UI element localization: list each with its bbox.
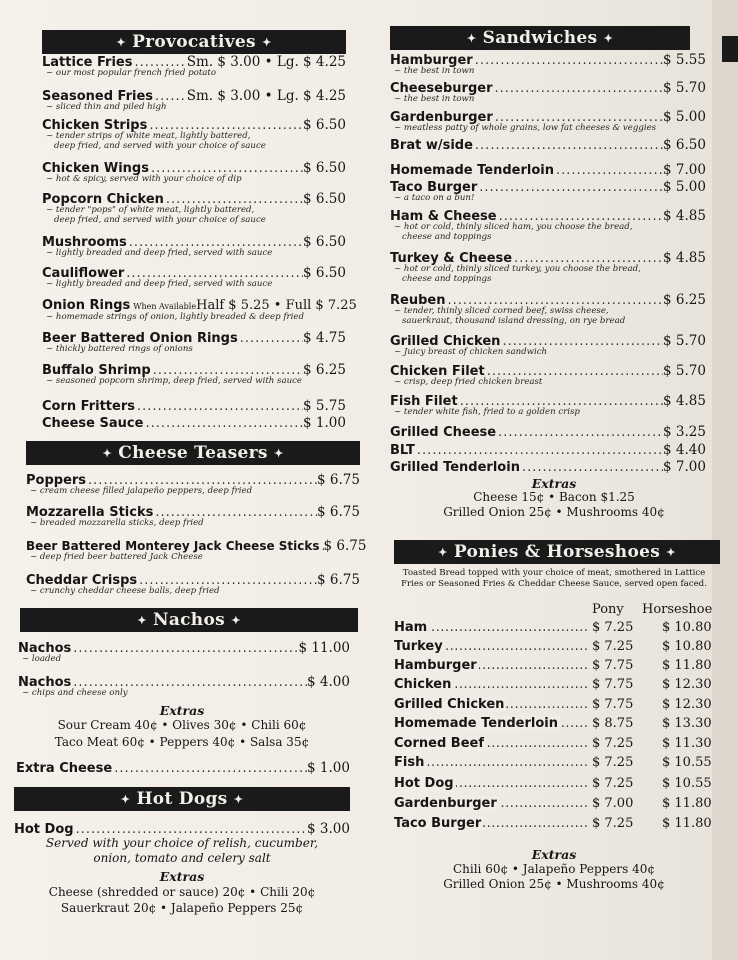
ponies-horseshoes-title: Ponies & Horseshoes <box>453 542 661 562</box>
cheese-teasers-title: Cheese Teasers <box>118 443 268 463</box>
horseshoe-price: $ 10.55 <box>662 776 712 791</box>
item-name: Fish Filet <box>390 394 458 409</box>
item-name: Turkey & Cheese <box>390 251 513 266</box>
item-name: Mushrooms <box>42 235 127 250</box>
item-description: ~ tender, thinly sliced corned beef, swiss cheese, <box>394 306 609 316</box>
sandwich-item <box>390 137 706 153</box>
item-description: ~ meatless patty of whole grains, low fat cheeses & veggies <box>394 123 657 133</box>
item-price: $ 7.00 <box>663 162 706 178</box>
item-price: $ 4.85 <box>663 208 706 224</box>
pony-table-row <box>394 677 720 695</box>
pony-table-row <box>394 658 720 676</box>
item-price: $ 3.00 <box>307 821 350 837</box>
sandwiches-title: Sandwiches <box>482 28 598 48</box>
item-name: Grilled Chicken <box>394 697 505 712</box>
item-name: Corn Fritters <box>42 399 135 414</box>
item-name: Beer Battered Onion Rings <box>42 331 238 346</box>
sandwich-item <box>390 162 706 178</box>
horseshoe-price: $ 13.30 <box>662 716 712 731</box>
item-name: Nachos <box>18 675 72 690</box>
nachos-extras-title: Extras <box>159 703 205 718</box>
hot-dog-description: onion, tomato and celery salt <box>93 851 271 865</box>
pony-price: $ 7.25 <box>592 776 634 791</box>
item-price: $ 5.70 <box>663 80 706 96</box>
item-name: Hot Dog <box>394 776 454 791</box>
item-price: $ 7.00 <box>663 459 706 475</box>
horseshoe-column-header: Horseshoe <box>642 602 713 617</box>
item-price: $ 5.00 <box>663 179 706 195</box>
item-price: $ 4.75 <box>303 330 346 346</box>
ponies-extras-title: Extras <box>531 847 577 862</box>
hot-dog-description: Served with your choice of relish, cucumber, <box>45 836 319 850</box>
item-name: Turkey <box>394 639 443 654</box>
item-price: $ 6.50 <box>303 160 346 176</box>
item-name: Poppers <box>26 473 87 488</box>
horseshoe-price: $ 12.30 <box>662 697 712 712</box>
pony-price: $ 7.25 <box>592 639 634 654</box>
leader-dots <box>496 425 663 440</box>
leader-dots <box>143 416 303 431</box>
pony-price: $ 7.75 <box>592 677 634 692</box>
horseshoe-price: $ 11.80 <box>662 658 712 673</box>
leader-dots <box>554 163 663 178</box>
pony-price: $ 7.25 <box>592 736 634 751</box>
item-description: ~ hot or cold, thinly sliced turkey, you choose the bread, <box>394 264 641 274</box>
item-description: ~ tender "pops" of white meat, lightly battered, <box>46 205 255 215</box>
item-description: ~ crisp, deep fried chicken breast <box>394 377 543 387</box>
item-description: ~ the best in town <box>394 94 475 104</box>
ponies-horseshoes-header: ✦ Ponies & Horseshoes ✦ <box>394 540 720 564</box>
sandwiches-extras-title: Extras <box>531 476 577 491</box>
item-description: ~ hot & spicy, served with your choice of dip <box>46 174 242 184</box>
item-description: ~ our most popular french fried potato <box>46 68 217 78</box>
sandwiches-header: ✦ Sandwiches ✦ <box>390 26 690 50</box>
leader-dots <box>477 180 663 195</box>
item-description: ~ loaded <box>22 654 62 664</box>
item-name: Taco Burger <box>390 180 478 195</box>
pony-price: $ 7.25 <box>592 620 634 635</box>
item-price: $ 6.25 <box>663 292 706 308</box>
item-name: Gardenburger <box>394 796 497 811</box>
item-name: Grilled Tenderloin <box>390 460 520 475</box>
provocatives-item <box>42 398 346 414</box>
nachos-item <box>18 640 350 656</box>
pony-table-row <box>394 697 720 715</box>
provocatives-header: ✦ Provocatives ✦ <box>42 30 346 54</box>
item-description: ~ tender strips of white meat, lightly battered, <box>46 131 251 141</box>
item-name: Cauliflower <box>42 266 125 281</box>
horseshoe-price: $ 11.80 <box>662 816 712 831</box>
item-price: $ 5.70 <box>663 333 706 349</box>
item-description: cheese and toppings <box>402 274 492 284</box>
provocatives-item <box>42 298 357 313</box>
hot-dogs-header: ✦ Hot Dogs ✦ <box>14 787 350 811</box>
item-name: Extra Cheese <box>16 761 113 776</box>
item-name: Homemade Tenderloin <box>390 163 554 178</box>
hot-dog-extras-title: Extras <box>159 869 205 884</box>
sandwich-item <box>390 442 706 458</box>
item-name: Grilled Chicken <box>390 334 501 349</box>
item-name: Chicken <box>394 677 452 692</box>
item-name: Taco Burger <box>394 816 482 831</box>
item-name: Ham <box>394 620 428 635</box>
horseshoe-price: $ 10.80 <box>662 620 712 635</box>
item-name: Homemade Tenderloin <box>394 716 558 731</box>
item-name: Hot Dog <box>14 822 74 837</box>
pony-table-row <box>394 716 720 734</box>
item-price: $ 5.55 <box>663 52 706 68</box>
item-description: cheese and toppings <box>402 232 492 242</box>
nachos-extras-line: Taco Meat 60¢ • Peppers 40¢ • Salsa 35¢ <box>54 735 310 749</box>
item-price: $ 1.00 <box>307 760 350 776</box>
item-description: ~ breaded mozzarella sticks, deep fried <box>30 518 204 528</box>
leader-dots <box>71 641 298 656</box>
provocatives-title: Provocatives <box>132 32 256 52</box>
item-name: Reuben <box>390 293 446 308</box>
hot-dog-extras-line: Cheese (shredded or sauce) 20¢ • Chili 20¢ <box>48 885 316 899</box>
sandwich-item <box>390 424 706 440</box>
item-name: Chicken Filet <box>390 364 485 379</box>
pony-price: $ 8.75 <box>592 716 634 731</box>
item-name: Cheddar Crisps <box>26 573 138 588</box>
horseshoe-price: $ 11.80 <box>662 796 712 811</box>
item-name: Popcorn Chicken <box>42 192 164 207</box>
hot-dog-extras-line: Sauerkraut 20¢ • Jalapeño Peppers 25¢ <box>60 901 304 915</box>
item-description: ~ lightly breaded and deep fried, served with sauce <box>46 248 273 258</box>
leader-dots <box>112 761 307 776</box>
item-price: $ 6.25 <box>303 362 346 378</box>
pony-table-row <box>394 639 720 657</box>
item-price: $ 6.50 <box>303 191 346 207</box>
provocatives-item <box>42 415 346 431</box>
item-description: ~ hot or cold, thinly sliced ham, you choose the bread, <box>394 222 633 232</box>
item-name: Gardenburger <box>390 110 493 125</box>
item-name: Beer Battered Monterey Jack Cheese Sticks <box>26 539 320 553</box>
item-price: $ 5.70 <box>663 363 706 379</box>
pony-table-row <box>394 796 720 814</box>
horseshoe-price: $ 11.30 <box>662 736 712 751</box>
item-price: $ 4.85 <box>663 393 706 409</box>
leader-dots <box>473 138 663 153</box>
item-price: $ 6.75 <box>317 472 360 488</box>
item-price: $ 3.25 <box>663 424 706 440</box>
item-description: deep fried, and served with your choice of sauce <box>54 215 266 225</box>
ponies-extras-line: Chili 60¢ • Jalapeño Peppers 40¢ <box>452 862 656 876</box>
nachos-header: ✦ Nachos ✦ <box>20 608 358 632</box>
item-name: Seasoned Fries <box>42 89 153 104</box>
item-description: ~ lightly breaded and deep fried, served with sauce <box>46 279 273 289</box>
sandwich-item <box>390 459 706 475</box>
item-description: sauerkraut, thousand island dressing, on rye bread <box>402 316 626 326</box>
next-page-header-fragment <box>722 36 738 62</box>
item-price: $ 1.00 <box>303 415 346 431</box>
item-description: ~ a taco on a bun! <box>394 193 475 203</box>
nachos-title: Nachos <box>153 610 225 630</box>
leader-dots <box>520 460 663 475</box>
item-name: Nachos <box>18 641 72 656</box>
item-name: Lattice Fries <box>42 55 133 70</box>
item-price: Sm. $ 3.00 • Lg. $ 4.25 <box>186 54 346 70</box>
item-description: ~ Juicy breast of chicken sandwich <box>394 347 548 357</box>
item-name: Cheeseburger <box>390 81 493 96</box>
item-name: Cheese Sauce <box>42 416 144 431</box>
hot-dog-item <box>14 821 350 837</box>
item-price: Half $ 5.25 • Full $ 7.25 <box>196 298 357 313</box>
hot-dogs-title: Hot Dogs <box>136 789 228 809</box>
item-price: $ 4.00 <box>307 674 350 690</box>
item-name: Brat w/side <box>390 138 473 153</box>
pony-column-header: Pony <box>592 602 624 617</box>
item-description: deep fried, and served with your choice of sauce <box>54 141 266 151</box>
item-description: ~ tender white fish, fried to a golden crisp <box>394 407 580 417</box>
item-price: $ 6.75 <box>317 504 360 520</box>
leader-dots <box>473 53 663 68</box>
leader-dots <box>493 81 664 96</box>
item-name: Hamburger <box>390 53 473 68</box>
pony-price: $ 7.25 <box>592 816 634 831</box>
item-price: $ 4.85 <box>663 250 706 266</box>
item-description: ~ cream cheese filled jalapeño peppers, deep fried <box>30 486 253 496</box>
item-name: Mozzarella Sticks <box>26 505 154 520</box>
item-name: Hamburger <box>394 658 477 673</box>
pony-price: $ 7.75 <box>592 658 634 673</box>
item-description: ~ homemade strings of onion, lightly breaded & deep fried <box>46 312 304 322</box>
pony-table-row <box>394 755 720 773</box>
nachos-extras-line: Sour Cream 40¢ • Olives 30¢ • Chili 60¢ <box>57 718 307 732</box>
pony-table-row <box>394 816 720 834</box>
horseshoe-price: $ 10.80 <box>662 639 712 654</box>
item-name: Grilled Cheese <box>390 425 497 440</box>
item-description: ~ chips and cheese only <box>22 688 128 698</box>
pony-table-row <box>394 620 720 638</box>
item-price: $ 6.75 <box>317 572 360 588</box>
ponies-extras-line: Grilled Onion 25¢ • Mushrooms 40¢ <box>443 877 665 891</box>
ponies-intro: Toasted Bread topped with your choice of meat, smothered in Lattice <box>402 568 706 578</box>
item-description: ~ seasoned popcorn shrimp, deep fried, served with sauce <box>46 376 303 386</box>
item-price: $ 6.50 <box>303 265 346 281</box>
leader-dots <box>135 399 303 414</box>
item-price: $ 5.00 <box>663 109 706 125</box>
pony-table-row <box>394 736 720 754</box>
sandwiches-extras-line: Cheese 15¢ • Bacon $1.25 <box>473 490 635 504</box>
item-name: Corned Beef <box>394 736 484 751</box>
leader-dots <box>74 822 307 837</box>
item-price: $ 6.75 <box>323 538 367 554</box>
item-name: Ham & Cheese <box>390 209 497 224</box>
sandwiches-extras-line: Grilled Onion 25¢ • Mushrooms 40¢ <box>443 505 665 519</box>
pony-table-row <box>394 776 720 794</box>
item-name: Chicken Wings <box>42 161 149 176</box>
availability-note: When Available <box>133 302 197 311</box>
leader-dots <box>238 331 303 346</box>
item-price: $ 5.75 <box>303 398 346 414</box>
pony-price: $ 7.00 <box>592 796 634 811</box>
item-description: ~ thickly battered rings of onions <box>46 344 193 354</box>
item-description: ~ the best in town <box>394 66 475 76</box>
item-name: Onion Rings <box>42 298 131 313</box>
horseshoe-price: $ 12.30 <box>662 677 712 692</box>
item-description: ~ sliced thin and piled high <box>46 102 167 112</box>
ponies-intro: Fries or Seasoned Fries & Cheddar Cheese Sauce, served open faced. <box>401 579 707 589</box>
pony-price: $ 7.25 <box>592 755 634 770</box>
cheese-teasers-header: ✦ Cheese Teasers ✦ <box>26 441 360 465</box>
item-price: $ 4.40 <box>663 442 706 458</box>
item-price: $ 6.50 <box>663 137 706 153</box>
item-description: ~ deep fried beer battered Jack Cheese <box>30 552 203 562</box>
item-name: Buffalo Shrimp <box>42 363 151 378</box>
item-price: $ 11.00 <box>298 640 350 656</box>
extra-cheese-item <box>16 760 350 776</box>
item-name: Fish <box>394 755 425 770</box>
item-price: $ 6.50 <box>303 117 346 133</box>
item-price: $ 6.50 <box>303 234 346 250</box>
leader-dots <box>415 443 663 458</box>
item-price: Sm. $ 3.00 • Lg. $ 4.25 <box>186 88 346 104</box>
pony-price: $ 7.75 <box>592 697 634 712</box>
item-description: ~ crunchy cheddar cheese balls, deep fried <box>30 586 220 596</box>
item-name: Chicken Strips <box>42 118 148 133</box>
horseshoe-price: $ 10.55 <box>662 755 712 770</box>
item-name: BLT <box>390 443 415 458</box>
